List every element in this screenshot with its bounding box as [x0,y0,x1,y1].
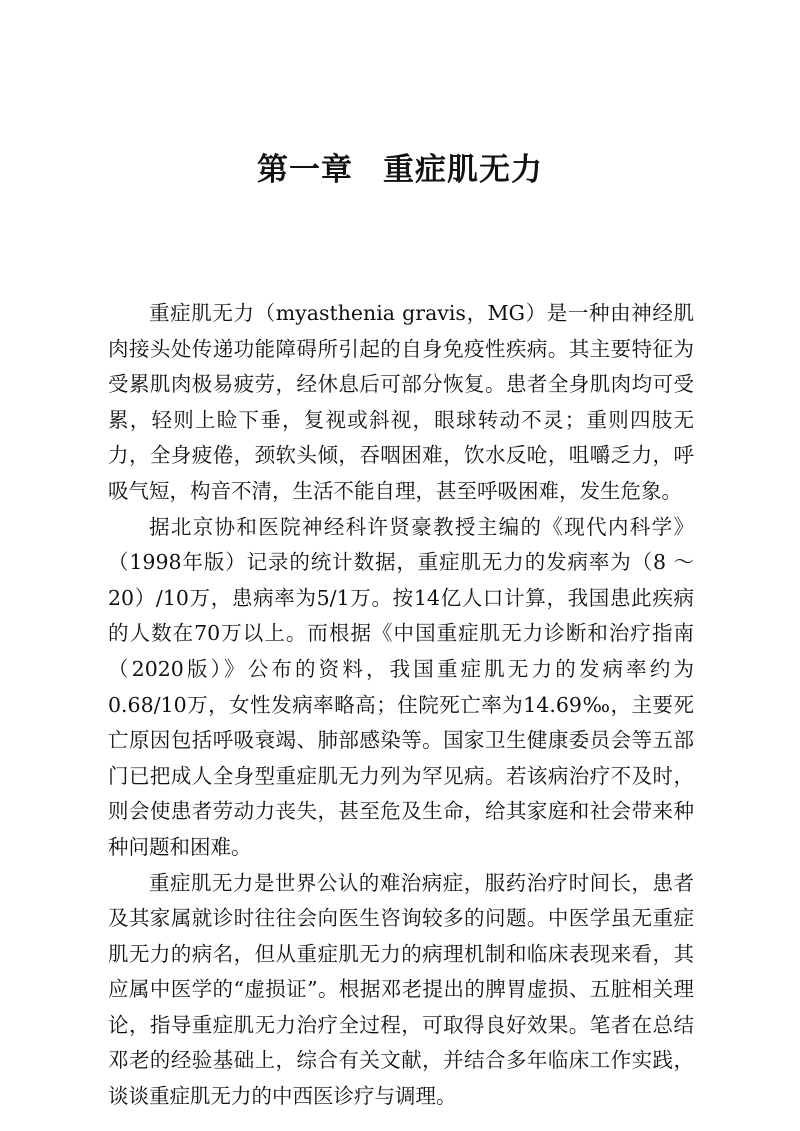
paragraph-3: 重症肌无力是世界公认的难治病症，服药治疗时间长，患者及其家属就诊时往往会向医生咨询较多的问题。中医学虽无重症肌无力的病名，但从重症肌无力的病理机制和临床表现来看，其应属中医学的“虚损证”。根据邓老提出的脾胃虚损、五脏相关理论，指导重症肌无力治疗全过程，可取得良好效果。笔者在总结邓老的经验基础上，综合有关文献，并结合多年临床工作实践，谈谈重症肌无力的中西医诊疗与调理。 [108,870,694,1109]
paragraph-1: 重症肌无力（myasthenia gravis，MG）是一种由神经肌肉接头处传递功能障碍所引起的自身免疫性疾病。其主要特征为受累肌肉极易疲劳，经休息后可部分恢复。患者全身肌肉均可受累，轻则上睑下垂，复视或斜视，眼球转动不灵；重则四肢无力，全身疲倦，颈软头倾，吞咽困难，饮水反呛，咀嚼乏力，呼吸气短，构音不清，生活不能自理，甚至呼吸困难，发生危象。 [108,301,694,503]
chapter-number: 第一章 [257,152,353,188]
chapter-title: 重症肌无力 [383,152,543,188]
chapter-heading [0,144,800,189]
body-text [108,296,694,1115]
paragraph-2: 据北京协和医院神经科许贤豪教授主编的《现代内科学》（1998年版）记录的统计数据，重症肌无力的发病率为（8 ～ 20）/10万，患病率为5/1万。按14亿人口计算，我国患此疾病的人数在70万以上。而根据《中国重症肌无力诊断和治疗指南（2020版）》公布的资料，我国重症肌无力的发病率约为0.68/10万，女性发病率略高；住院死亡率为14.69‰，主要死亡原因包括呼吸衰竭、肺部感染等。国家卫生健康委员会等五部门已把成人全身型重症肌无力列为罕见病。若该病治疗不及时，则会使患者劳动力丧失，甚至危及生命，给其家庭和社会带来种种问题和困难。 [108,514,694,859]
